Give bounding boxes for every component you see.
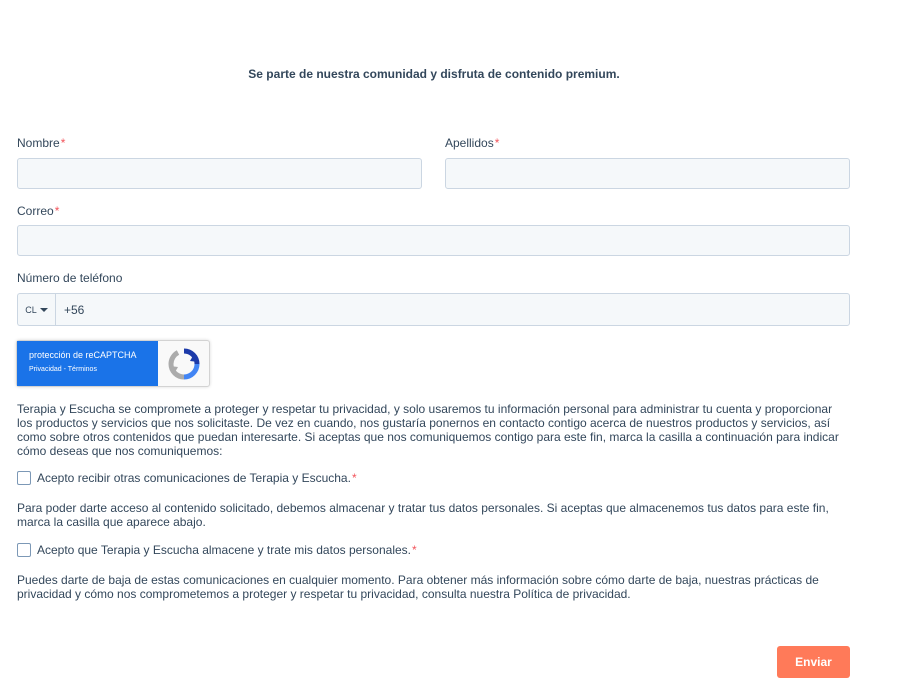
correo-label — [17, 204, 59, 218]
phone-input[interactable] — [55, 293, 850, 326]
recaptcha-links[interactable]: Privacidad - Términos — [29, 366, 97, 373]
recaptcha-icon — [168, 348, 200, 380]
required-mark: * — [60, 136, 66, 150]
country-code-select[interactable] — [17, 293, 55, 326]
correo-input[interactable] — [17, 225, 850, 256]
privacy-notice-text: Terapia y Escucha se compromete a proteger y respetar tu privacidad, y solo usaremos tu información personal para administrar tu cuenta y proporcionar los productos y servicios que nos solicitaste. De vez en cuando, nos gustaría ponernos en contacto contigo acerca de nuestros productos y servicios, así como sobre otros contenidos que puedan interesarte. Si aceptas que nos comuniquemos contigo para este fin, marca la casilla a continuación para indicar cómo deseas que nos comuniquemos: — [17, 402, 839, 458]
nombre-label — [17, 136, 65, 150]
recaptcha-text-panel — [17, 341, 158, 386]
recaptcha-title: protección de reCAPTCHA — [29, 350, 137, 360]
apellidos-label — [445, 136, 499, 150]
apellidos-input[interactable] — [445, 158, 850, 189]
telefono-label: Número de teléfono — [17, 271, 123, 285]
data-storage-notice-text: Para poder darte acceso al contenido solicitado, debemos almacenar y tratar tus datos personales. Si aceptas que almacenemos tus datos para este fin, marca la casilla que aparece abajo. — [17, 501, 829, 529]
phone-field — [17, 293, 850, 326]
consent-storage-label[interactable]: Acepto que Terapia y Escucha almacene y trate mis datos personales. — [37, 543, 411, 557]
apellidos-label-text: Apellidos — [445, 136, 494, 150]
required-mark: * — [351, 471, 357, 485]
consent-communications-row — [17, 471, 357, 485]
submit-button[interactable]: Enviar — [777, 646, 850, 678]
nombre-input[interactable] — [17, 158, 422, 189]
nombre-label-text: Nombre — [17, 136, 60, 150]
required-mark: * — [412, 543, 417, 557]
consent-storage-row — [17, 543, 417, 557]
form-headline: Se parte de nuestra comunidad y disfruta de contenido premium. — [248, 67, 620, 81]
recaptcha-logo — [158, 341, 209, 386]
country-code-value: CL — [25, 304, 37, 315]
consent-communications-label[interactable]: Acepto recibir otras comunicaciones de Terapia y Escucha. — [37, 471, 351, 485]
recaptcha-badge — [16, 340, 210, 387]
required-mark: * — [54, 204, 60, 218]
correo-label-text: Correo — [17, 204, 54, 218]
unsubscribe-notice-text: Puedes darte de baja de estas comunicaciones en cualquier momento. Para obtener más información sobre cómo darte de baja, nuestras prácticas de privacidad y cómo nos comprometemos a proteger y respetar tu privacidad, consulta nuestra Política de privacidad. — [17, 573, 819, 601]
required-mark: * — [494, 136, 500, 150]
consent-communications-checkbox[interactable] — [17, 471, 31, 485]
chevron-down-icon — [40, 308, 48, 312]
consent-storage-checkbox[interactable] — [17, 543, 31, 557]
